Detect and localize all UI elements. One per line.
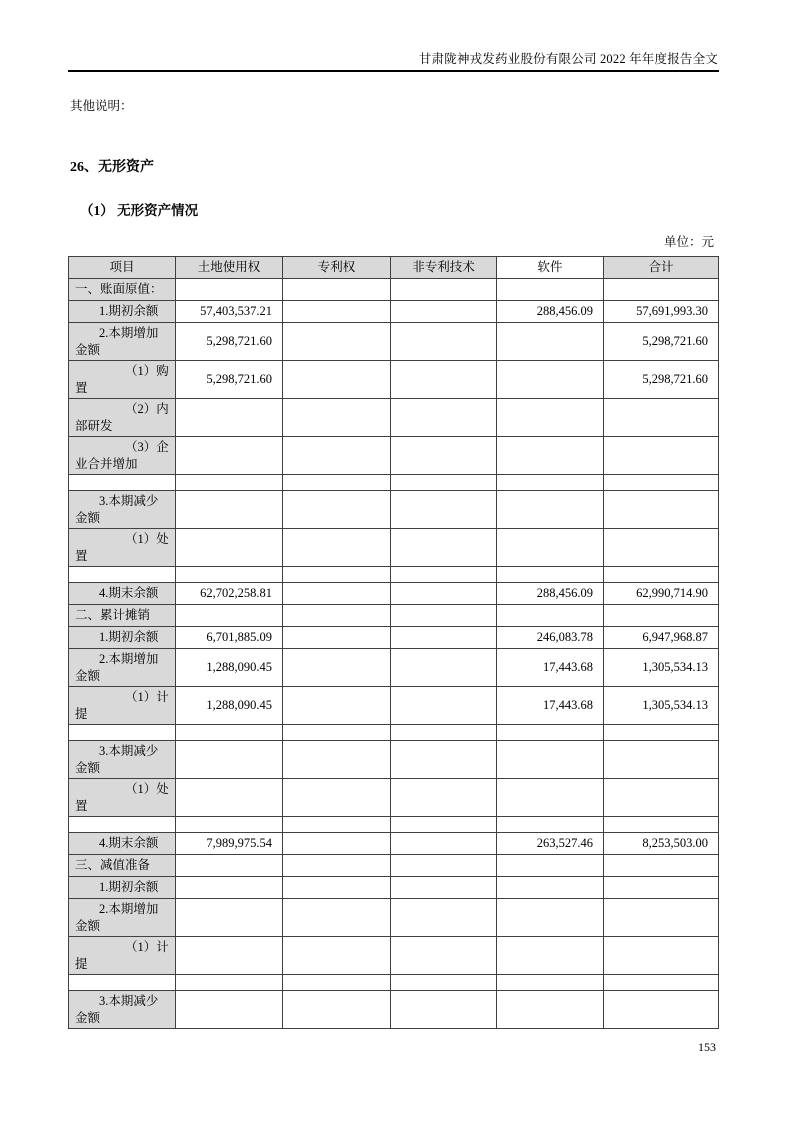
value-cell: [283, 627, 391, 649]
value-cell: [497, 361, 604, 399]
value-cell: [283, 583, 391, 605]
row-label-cell: [69, 567, 176, 583]
value-cell: [391, 975, 497, 991]
row-label-cell: [69, 725, 176, 741]
row-label-cell: 一、账面原值：: [69, 279, 176, 301]
value-cell: [391, 779, 497, 817]
value-cell: 1,288,090.45: [176, 687, 283, 725]
table-row: [69, 779, 719, 817]
spacer-row: [69, 817, 719, 833]
row-label-cell: 3.本期减少金额: [69, 741, 176, 779]
table-row: [69, 899, 719, 937]
table-row: [69, 833, 719, 855]
value-cell: [497, 779, 604, 817]
value-cell: [604, 975, 719, 991]
row-label-cell: （1）计提: [69, 687, 176, 725]
value-cell: [283, 877, 391, 899]
table-row: [69, 649, 719, 687]
value-cell: [497, 899, 604, 937]
table-row: [69, 437, 719, 475]
value-cell: [283, 833, 391, 855]
value-cell: 1,305,534.13: [604, 649, 719, 687]
row-label-cell: 1.期初余额: [69, 877, 176, 899]
row-label-cell: [69, 475, 176, 491]
column-header: 土地使用权: [176, 257, 283, 279]
value-cell: 17,443.68: [497, 649, 604, 687]
value-cell: [604, 399, 719, 437]
row-label-cell: （1）购置: [69, 361, 176, 399]
value-cell: [391, 567, 497, 583]
value-cell: 5,298,721.60: [604, 361, 719, 399]
table-row: [69, 361, 719, 399]
value-cell: [604, 437, 719, 475]
value-cell: [391, 583, 497, 605]
value-cell: [604, 605, 719, 627]
row-label-cell: [69, 975, 176, 991]
spacer-row: [69, 567, 719, 583]
table-row: [69, 627, 719, 649]
value-cell: [391, 605, 497, 627]
value-cell: [283, 741, 391, 779]
value-cell: [604, 877, 719, 899]
column-header: 项目: [69, 257, 176, 279]
unit-label: 单位：元: [663, 235, 714, 249]
row-label-cell: 3.本期减少金额: [69, 491, 176, 529]
value-cell: [283, 279, 391, 301]
column-header: 合计: [604, 257, 719, 279]
value-cell: [497, 399, 604, 437]
column-header: 专利权: [283, 257, 391, 279]
value-cell: [391, 899, 497, 937]
spacer-row: [69, 975, 719, 991]
row-label-cell: 3.本期减少金额: [69, 991, 176, 1029]
value-cell: 62,702,258.81: [176, 583, 283, 605]
row-label-cell: 2.本期增加金额: [69, 323, 176, 361]
subsection-title: （1） 无形资产情况: [80, 203, 199, 218]
header-divider-rule: [68, 70, 719, 72]
value-cell: [391, 725, 497, 741]
table-row: [69, 491, 719, 529]
value-cell: [391, 529, 497, 567]
value-cell: 6,701,885.09: [176, 627, 283, 649]
value-cell: [604, 529, 719, 567]
value-cell: 6,947,968.87: [604, 627, 719, 649]
table-row: [69, 323, 719, 361]
value-cell: [176, 877, 283, 899]
value-cell: [283, 991, 391, 1029]
value-cell: [497, 991, 604, 1029]
value-cell: 288,456.09: [497, 301, 604, 323]
row-label-cell: （2）内部研发: [69, 399, 176, 437]
value-cell: 5,298,721.60: [604, 323, 719, 361]
value-cell: [497, 279, 604, 301]
value-cell: [604, 779, 719, 817]
value-cell: [497, 975, 604, 991]
value-cell: [283, 725, 391, 741]
value-cell: 7,989,975.54: [176, 833, 283, 855]
value-cell: [391, 627, 497, 649]
row-label-cell: 2.本期增加金额: [69, 899, 176, 937]
value-cell: [176, 279, 283, 301]
value-cell: [391, 475, 497, 491]
table-row: [69, 583, 719, 605]
value-cell: [497, 741, 604, 779]
value-cell: 263,527.46: [497, 833, 604, 855]
row-label-cell: 1.期初余额: [69, 627, 176, 649]
value-cell: [604, 899, 719, 937]
value-cell: [176, 741, 283, 779]
value-cell: [283, 491, 391, 529]
row-label-cell: 二、累计摊销: [69, 605, 176, 627]
column-header: 非专利技术: [391, 257, 497, 279]
row-label-cell: 2.本期增加金额: [69, 649, 176, 687]
column-header: 软件: [497, 257, 604, 279]
value-cell: [604, 491, 719, 529]
value-cell: [176, 399, 283, 437]
value-cell: [283, 361, 391, 399]
row-label-cell: （1）处置: [69, 529, 176, 567]
value-cell: [176, 779, 283, 817]
value-cell: [391, 741, 497, 779]
value-cell: 57,403,537.21: [176, 301, 283, 323]
value-cell: [391, 279, 497, 301]
value-cell: 5,298,721.60: [176, 361, 283, 399]
value-cell: [283, 899, 391, 937]
value-cell: 5,298,721.60: [176, 323, 283, 361]
spacer-row: [69, 725, 719, 741]
row-label-cell: 三、减值准备: [69, 855, 176, 877]
other-notes-label: 其他说明：: [70, 99, 133, 113]
value-cell: [391, 855, 497, 877]
value-cell: [283, 567, 391, 583]
value-cell: 17,443.68: [497, 687, 604, 725]
value-cell: [497, 567, 604, 583]
value-cell: [604, 937, 719, 975]
row-label-cell: [69, 817, 176, 833]
value-cell: [176, 491, 283, 529]
value-cell: [391, 491, 497, 529]
value-cell: 288,456.09: [497, 583, 604, 605]
table-row: [69, 605, 719, 627]
value-cell: [391, 301, 497, 323]
value-cell: [391, 991, 497, 1029]
value-cell: [176, 817, 283, 833]
value-cell: [497, 437, 604, 475]
value-cell: [497, 937, 604, 975]
intangible-assets-table: [68, 256, 719, 1029]
spacer-row: [69, 475, 719, 491]
table-row: [69, 279, 719, 301]
value-cell: [176, 529, 283, 567]
row-label-cell: 1.期初余额: [69, 301, 176, 323]
value-cell: [497, 529, 604, 567]
value-cell: 246,083.78: [497, 627, 604, 649]
value-cell: 8,253,503.00: [604, 833, 719, 855]
value-cell: 1,305,534.13: [604, 687, 719, 725]
value-cell: [283, 817, 391, 833]
value-cell: 62,990,714.90: [604, 583, 719, 605]
row-label-cell: （1）处置: [69, 779, 176, 817]
value-cell: [283, 855, 391, 877]
value-cell: [283, 323, 391, 361]
value-cell: [283, 301, 391, 323]
table-row: [69, 991, 719, 1029]
value-cell: [283, 399, 391, 437]
value-cell: [176, 899, 283, 937]
value-cell: [283, 975, 391, 991]
value-cell: [283, 437, 391, 475]
value-cell: [176, 975, 283, 991]
table-row: [69, 399, 719, 437]
value-cell: [283, 605, 391, 627]
document-header-title: 甘肃陇神戎发药业股份有限公司 2022 年年度报告全文: [418, 52, 718, 66]
table-row: [69, 937, 719, 975]
value-cell: [604, 991, 719, 1029]
value-cell: [604, 725, 719, 741]
value-cell: [497, 855, 604, 877]
value-cell: [497, 475, 604, 491]
value-cell: [497, 605, 604, 627]
value-cell: [497, 725, 604, 741]
value-cell: [283, 475, 391, 491]
value-cell: [391, 833, 497, 855]
value-cell: [497, 817, 604, 833]
value-cell: [391, 437, 497, 475]
value-cell: [391, 649, 497, 687]
value-cell: [497, 323, 604, 361]
row-label-cell: （3）企业合并增加: [69, 437, 176, 475]
value-cell: [176, 475, 283, 491]
value-cell: [391, 817, 497, 833]
table-row: [69, 301, 719, 323]
table-row: [69, 529, 719, 567]
section-title: 26、无形资产: [70, 160, 154, 175]
value-cell: [604, 817, 719, 833]
row-label-cell: 4.期末余额: [69, 583, 176, 605]
value-cell: 1,288,090.45: [176, 649, 283, 687]
value-cell: [176, 937, 283, 975]
value-cell: [176, 567, 283, 583]
page-number: 153: [698, 1040, 716, 1054]
value-cell: [497, 877, 604, 899]
value-cell: [391, 361, 497, 399]
value-cell: [604, 279, 719, 301]
value-cell: [497, 491, 604, 529]
value-cell: [604, 567, 719, 583]
value-cell: [391, 937, 497, 975]
value-cell: [391, 877, 497, 899]
value-cell: [176, 725, 283, 741]
value-cell: [176, 437, 283, 475]
row-label-cell: 4.期末余额: [69, 833, 176, 855]
value-cell: [283, 937, 391, 975]
value-cell: [283, 779, 391, 817]
value-cell: [176, 855, 283, 877]
value-cell: 57,691,993.30: [604, 301, 719, 323]
value-cell: [283, 649, 391, 687]
table-row: [69, 741, 719, 779]
row-label-cell: （1）计提: [69, 937, 176, 975]
value-cell: [604, 475, 719, 491]
value-cell: [176, 991, 283, 1029]
value-cell: [283, 529, 391, 567]
value-cell: [391, 323, 497, 361]
table-header-row: [69, 257, 719, 279]
value-cell: [604, 855, 719, 877]
value-cell: [604, 741, 719, 779]
table-row: [69, 687, 719, 725]
value-cell: [391, 687, 497, 725]
value-cell: [283, 687, 391, 725]
value-cell: [391, 399, 497, 437]
table-row: [69, 877, 719, 899]
value-cell: [176, 605, 283, 627]
table-row: [69, 855, 719, 877]
